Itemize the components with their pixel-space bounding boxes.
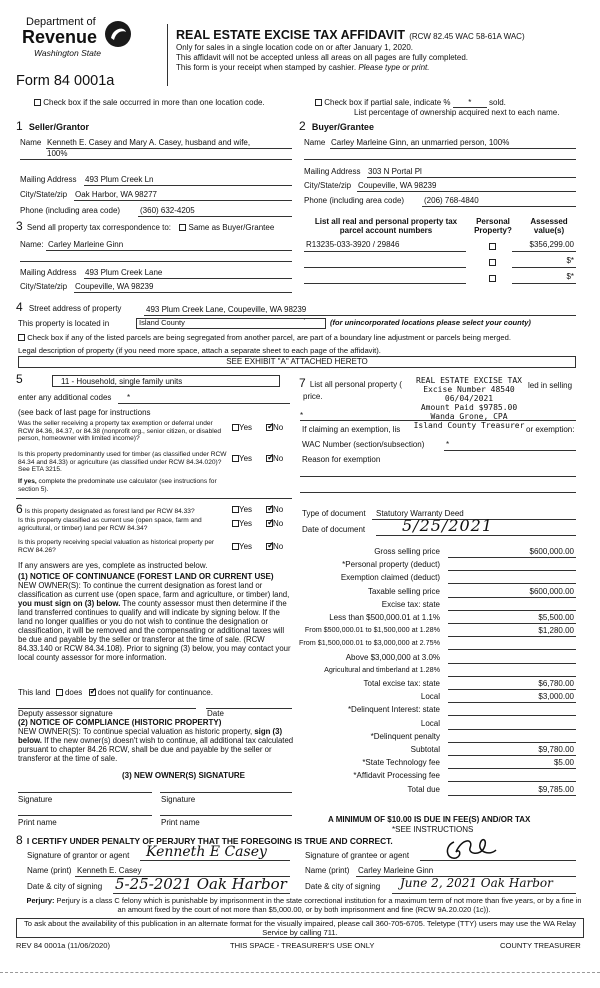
assessed-value[interactable]: $* bbox=[566, 272, 574, 281]
s6-q2-no-checkbox[interactable] bbox=[266, 520, 273, 527]
tax-row-label: *Affidavit Processing fee bbox=[353, 771, 440, 780]
parcel-number[interactable]: R13235-033-3920 / 29846 bbox=[306, 240, 400, 249]
tax-row-line bbox=[448, 729, 576, 730]
corr-mailing[interactable]: 493 Plum Creek Lane bbox=[85, 268, 163, 277]
revenue-logo-icon bbox=[104, 20, 132, 48]
s5-q1-yes-checkbox[interactable] bbox=[232, 424, 239, 431]
continuance-heading: (1) NOTICE OF CONTINUANCE (FOREST LAND OR CURRENT USE) bbox=[18, 572, 274, 581]
stamp-line-3: 06/04/2021 bbox=[444, 393, 494, 403]
additional-codes-label: enter any additional codes bbox=[18, 393, 112, 402]
tax-row-line bbox=[448, 676, 576, 677]
seller-phone[interactable]: (360) 632-4205 bbox=[140, 206, 195, 215]
tax-row-label: Exemption claimed (deduct) bbox=[340, 573, 440, 582]
grantee-name-label: Name (print) bbox=[305, 866, 350, 875]
header-note-2: This affidavit will not be accepted unless all areas on all pages are fully completed. bbox=[176, 53, 469, 62]
tax-row-value[interactable]: $9,780.00 bbox=[538, 745, 574, 754]
county-select[interactable] bbox=[136, 318, 326, 329]
exemption-label: If claiming an exemption, lis bbox=[302, 425, 401, 434]
tax-row-label: Local bbox=[420, 692, 440, 701]
tax-row-value[interactable]: $9,785.00 bbox=[538, 785, 574, 794]
located-in-label: This property is located in bbox=[18, 319, 110, 328]
does-not-qualify-checkbox[interactable] bbox=[89, 689, 96, 696]
tax-row bbox=[300, 719, 576, 731]
multi-location-checkbox[interactable] bbox=[34, 99, 41, 106]
s6-q2-no: ✓ No bbox=[266, 519, 283, 528]
stamp-line-5: Wanda Grone, CPA bbox=[430, 411, 508, 421]
s6-q3: Is this property receiving special valuation as historical property per RCW 84.26? bbox=[18, 539, 215, 554]
tax-row-label: From $1,500,000.01 to $3,000,000 at 2.75% bbox=[298, 638, 440, 647]
doc-date-value[interactable]: 5/25/2021 bbox=[402, 516, 494, 535]
s5-q1-no-checkbox[interactable] bbox=[266, 424, 273, 431]
doc-type-value[interactable]: Statutory Warranty Deed bbox=[376, 509, 464, 518]
s6-q1-yes-checkbox[interactable] bbox=[232, 506, 239, 513]
segregated-label: Check box if any of the listed parcels are being segregated from another parcel, are part of a boundary line adjustment or parcels being merged. bbox=[27, 333, 511, 342]
tax-row bbox=[300, 547, 576, 559]
tax-row-line bbox=[448, 583, 576, 584]
tax-row bbox=[300, 692, 576, 704]
s5-q2-note-row: If yes, complete the predominate use calculator (see instructions for section 5). bbox=[18, 478, 217, 493]
dept-logo bbox=[22, 16, 134, 68]
s6-q2: Is this property classified as current use (open space, farm and agricultural, or timber) land per RCW 84.34? bbox=[18, 517, 202, 532]
segregated-checkbox[interactable] bbox=[18, 334, 25, 341]
tax-row-label: Above $3,000,000 at 3.0% bbox=[345, 653, 440, 662]
personal-property-checkbox[interactable] bbox=[489, 275, 496, 282]
alt-format-text: To ask about the availability of this publication in an alternate format for the visually impaired, please call 360-705-6705. Teletype (TTY) users may use the WA Relay Service by calling 711. bbox=[23, 919, 577, 937]
tax-row-label: Excise tax: state bbox=[381, 600, 440, 609]
tax-row bbox=[300, 745, 576, 757]
street-address[interactable]: 493 Plum Creek Lane, Coupeville, WA 98239 bbox=[146, 305, 307, 314]
deputy-date-label: Date bbox=[207, 709, 224, 718]
buyer-city-label: City/State/zip bbox=[304, 181, 352, 190]
section5-number: 5 bbox=[16, 372, 23, 386]
form-number: Form 84 0001a bbox=[16, 73, 115, 89]
stamp-line-4: Amount Paid $9785.00 bbox=[420, 402, 518, 412]
header-divider bbox=[167, 24, 168, 86]
tax-row bbox=[300, 732, 576, 744]
s5-q2-yes: Yes bbox=[232, 454, 252, 463]
see-back-note: (see back of last page for instructions bbox=[18, 408, 151, 417]
buyer-mailing[interactable]: 303 N Portal Pl bbox=[368, 167, 422, 176]
washington-state-text: Washington State bbox=[34, 48, 101, 58]
stamp-line-2: Excise Number 48540 bbox=[423, 384, 515, 394]
assessed-value[interactable]: $356,299.00 bbox=[529, 240, 574, 249]
grantor-name[interactable]: Kenneth E. Casey bbox=[77, 866, 142, 875]
tax-row-value[interactable]: $6,780.00 bbox=[538, 679, 574, 688]
header-note-1: Only for sales in a single location code on or after January 1, 2020. bbox=[176, 43, 414, 52]
scan-edge bbox=[0, 972, 600, 973]
tax-row-label: Total excise tax: state bbox=[363, 679, 440, 688]
tax-row bbox=[300, 560, 576, 572]
tax-row-label: Subtotal bbox=[410, 745, 440, 754]
s5-q2-no: ✓ No bbox=[266, 454, 283, 463]
s6-q3-yes-checkbox[interactable] bbox=[232, 543, 239, 550]
s6-q1-row: 6 Is this property designated as forest land per RCW 84.33? bbox=[16, 502, 195, 516]
multi-location-row bbox=[34, 98, 265, 107]
corr-name[interactable]: Carley Marleine Ginn bbox=[48, 240, 124, 249]
tax-row-line bbox=[448, 649, 576, 650]
personal-property-checkbox[interactable] bbox=[489, 243, 496, 250]
s6-q1-no-checkbox[interactable] bbox=[266, 506, 273, 513]
s5-q2-yes-checkbox[interactable] bbox=[232, 455, 239, 462]
s5-q2: Is this property predominantly used for timber (as classified under RCW 84.34 and 84.33) or agriculture (as classified under RCW 84.34.020)? See ETA 3215. bbox=[18, 451, 227, 474]
tax-row bbox=[300, 758, 576, 770]
s7-text-c: price. bbox=[303, 392, 323, 401]
dept-of-text: Department of bbox=[26, 16, 96, 28]
see-instructions: *SEE INSTRUCTIONS bbox=[392, 825, 474, 834]
tax-row-label: Gross selling price bbox=[374, 547, 440, 556]
street-row: 4 Street address of property bbox=[16, 300, 122, 314]
alt-format-box bbox=[16, 918, 584, 938]
compliance-text: NEW OWNER(S): To continue special valuation as historic property, sign (3) below. If the new owner(s) doesn't wish to continue, all additional tax calculated pursuant to chapter 84.26 RCW, shall be due and payable by the seller or transferor at the time of sale. bbox=[18, 727, 294, 763]
s6-q1-yes: Yes bbox=[232, 505, 252, 514]
tax-row-value[interactable]: $3,000.00 bbox=[538, 692, 574, 701]
revenue-text: Revenue bbox=[22, 27, 98, 47]
rev-number: REV 84 0001a (11/06/2020) bbox=[16, 941, 111, 950]
certify-row: 8 I CERTIFY UNDER PENALTY OF PERJURY THAT THE FOREGOING IS TRUE AND CORRECT. bbox=[16, 833, 393, 847]
use-code-value: 11 - Household, single family units bbox=[61, 377, 183, 386]
tax-row bbox=[300, 639, 576, 651]
tax-row-line bbox=[448, 636, 576, 637]
wac-value[interactable]: * bbox=[446, 440, 450, 449]
tax-row-line bbox=[448, 610, 576, 611]
tax-row-label: *Personal property (deduct) bbox=[342, 560, 440, 569]
use-code-select[interactable] bbox=[52, 375, 280, 387]
s6-q1-no: ✓ No bbox=[266, 505, 283, 514]
grantor-sig-label: Signature of grantor or agent bbox=[27, 851, 130, 860]
parcels-col2-header: Personal Property? bbox=[474, 217, 512, 236]
new-owner-print-1: Print name bbox=[18, 818, 57, 827]
tax-row bbox=[300, 771, 576, 783]
grantee-name[interactable]: Carley Marleine Ginn bbox=[358, 866, 434, 875]
s5-q2-no-checkbox[interactable] bbox=[266, 455, 273, 462]
s5-q1-no: ✓ No bbox=[266, 423, 283, 432]
minimum-note: A MINIMUM OF $10.00 IS DUE IN FEE(S) AND/OR TAX bbox=[328, 815, 531, 824]
tax-row bbox=[300, 600, 576, 612]
tax-row-value[interactable]: $5,500.00 bbox=[538, 613, 574, 622]
perjury-notice: Perjury: Perjury is a class C felony which is punishable by imprisonment in the state correctional institution for a maximum term of not more than five years, or by a fine in an amount fixed by the court of not more than $5,000.00, or by both imprisonment and fine (RCW 9A.20.020 (1c)). bbox=[26, 896, 582, 914]
seller-phone-label: Phone (including area code) bbox=[20, 206, 121, 215]
multi-location-label: Check box if the sale occurred in more than one location code. bbox=[43, 98, 265, 107]
grantee-date-label: Date & city of signing bbox=[305, 882, 381, 891]
s5-q1: Was the seller receiving a property tax exemption or deferral under RCW 84.36, 84.37, or 84.38 (nonprofit org., senior citizen, or disabled person, homeowner with limited income)? bbox=[18, 420, 222, 443]
buyer-mailing-label: Mailing Address bbox=[304, 167, 361, 176]
tax-row-line bbox=[448, 781, 576, 782]
county-value: Island County bbox=[139, 318, 185, 327]
parcels-col3-header: Assessed value(s) bbox=[530, 217, 568, 236]
partial-sale-label: Check box if partial sale, indicate % bbox=[324, 98, 451, 107]
stamp-line-1: REAL ESTATE EXCISE TAX bbox=[416, 376, 522, 385]
s7-star: * bbox=[300, 411, 304, 420]
tax-row bbox=[300, 626, 576, 638]
tax-row-label: *Delinquent penalty bbox=[370, 732, 440, 741]
exemption-end: or exemption: bbox=[526, 425, 575, 434]
s6-q2-yes-checkbox[interactable] bbox=[232, 520, 239, 527]
tax-row-line bbox=[448, 557, 576, 558]
tax-row-label: From $500,000.01 to $1,500,000 at 1.28% bbox=[304, 625, 440, 634]
tax-row-value[interactable]: $600,000.00 bbox=[529, 587, 574, 596]
tax-row-value[interactable]: $5.00 bbox=[553, 758, 574, 767]
tax-row-value[interactable]: $1,280.00 bbox=[538, 626, 574, 635]
tax-row-line bbox=[448, 597, 576, 598]
legal-description-box[interactable] bbox=[18, 356, 576, 368]
tax-row-label: *Delinquent Interest: state bbox=[347, 705, 440, 714]
personal-property-checkbox[interactable] bbox=[489, 259, 496, 266]
s6-q3-yes: Yes bbox=[232, 542, 252, 551]
tax-row-line bbox=[448, 623, 576, 624]
doc-type-label: Type of document bbox=[302, 509, 366, 518]
seller-heading: 1 Seller/Grantor bbox=[16, 119, 89, 133]
tax-row-line bbox=[448, 702, 576, 703]
assessed-value[interactable]: $* bbox=[566, 256, 574, 265]
seller-name-line2[interactable]: 100% bbox=[47, 149, 68, 158]
s7-text-b: led in selling bbox=[528, 381, 573, 390]
same-as-buyer-checkbox[interactable] bbox=[179, 224, 186, 231]
tax-row bbox=[300, 573, 576, 585]
s7-row: 7 List all personal property ( bbox=[299, 376, 402, 390]
treasurer-only: THIS SPACE - TREASURER'S USE ONLY bbox=[230, 941, 375, 950]
buyer-phone-label: Phone (including area code) bbox=[304, 196, 405, 205]
corr-mailing-label: Mailing Address bbox=[20, 268, 77, 277]
new-owner-heading: (3) NEW OWNER(S) SIGNATURE bbox=[122, 771, 245, 780]
tax-row bbox=[300, 785, 576, 797]
buyer-name[interactable]: Carley Marleine Ginn, an unmarried person, 100% bbox=[331, 138, 510, 147]
reason-label: Reason for exemption bbox=[302, 455, 381, 464]
tax-row-value[interactable]: $600,000.00 bbox=[529, 547, 574, 556]
tax-row-line bbox=[448, 755, 576, 756]
s6-q3-no: ✓ No bbox=[266, 542, 283, 551]
s6-if-yes: If any answers are yes, complete as instructed below. bbox=[18, 561, 208, 570]
tax-row bbox=[300, 587, 576, 599]
tax-row-line bbox=[448, 795, 576, 796]
doc-date-label: Date of document bbox=[302, 525, 366, 534]
form-title-row bbox=[176, 28, 525, 42]
seller-city[interactable]: Oak Harbor, WA 98277 bbox=[75, 190, 157, 199]
grantor-signature[interactable]: Kenneth E Casey bbox=[146, 844, 267, 860]
treasurer-stamp bbox=[410, 377, 528, 431]
grantor-date-label: Date & city of signing bbox=[27, 882, 103, 891]
same-as-buyer-label: Same as Buyer/Grantee bbox=[188, 223, 275, 232]
land-qualify-row: This land does ✓ does not qualify for continuance. bbox=[18, 688, 213, 697]
header-note-3-italic: Please type or print. bbox=[358, 63, 430, 72]
seller-name-line1[interactable]: Kenneth E. Casey and Mary A. Casey, husband and wife, bbox=[47, 138, 251, 147]
corr-city-label: City/State/zip bbox=[20, 282, 68, 291]
tax-row-line bbox=[448, 663, 576, 664]
does-qualify-checkbox[interactable] bbox=[56, 689, 63, 696]
street-label: Street address of property bbox=[28, 304, 122, 313]
partial-sale-row bbox=[315, 98, 506, 108]
seller-city-label: City/State/zip bbox=[20, 190, 68, 199]
buyer-city[interactable]: Coupeville, WA 98239 bbox=[358, 181, 437, 190]
buyer-name-label: Name bbox=[304, 138, 326, 147]
partial-sale-percent[interactable]: * bbox=[453, 98, 487, 108]
ownership-note: List percentage of ownership acquired next to each name. bbox=[354, 108, 560, 117]
tax-row-line bbox=[448, 742, 576, 743]
buyer-phone[interactable]: (206) 768-4840 bbox=[424, 196, 479, 205]
tax-row-label: Total due bbox=[407, 785, 440, 794]
seller-name-label: Name bbox=[20, 138, 42, 147]
s5-q1-yes: Yes bbox=[232, 423, 252, 432]
stamp-line-6: Island County Treasurer bbox=[413, 420, 525, 430]
seller-mailing[interactable]: 493 Plum Creek Ln bbox=[85, 175, 154, 184]
new-owner-signature-1: Signature bbox=[18, 795, 53, 804]
tax-row-label: *State Technology fee bbox=[362, 758, 440, 767]
segregated-row bbox=[18, 333, 511, 343]
tax-row-label: Agricultural and timberland at 1.28% bbox=[324, 665, 440, 674]
tax-row-label: Taxable selling price bbox=[367, 587, 440, 596]
partial-sale-suffix: sold. bbox=[489, 98, 506, 107]
compliance-heading: (2) NOTICE OF COMPLIANCE (HISTORIC PROPERTY) bbox=[18, 718, 222, 727]
county-treasurer: COUNTY TREASURER bbox=[500, 941, 581, 950]
grantee-date[interactable]: June 2, 2021 Oak Harbor bbox=[400, 876, 553, 890]
wac-label: WAC Number (section/subsection) bbox=[302, 440, 425, 449]
deputy-signature-label: Deputy assessor signature bbox=[18, 709, 113, 718]
grantee-sig-label: Signature of grantee or agent bbox=[305, 851, 410, 860]
corr-name-label: Name: bbox=[20, 240, 44, 249]
seller-mailing-label: Mailing Address bbox=[20, 175, 77, 184]
chevron-down-icon: ‘ bbox=[303, 318, 305, 325]
tax-row-label: Local bbox=[420, 719, 440, 728]
header-note-3-row bbox=[176, 63, 429, 72]
parcels-col1-header: List all real and personal property tax parcel account numbers bbox=[314, 217, 458, 236]
corr-city[interactable]: Coupeville, WA 98239 bbox=[75, 282, 154, 291]
correspondence-heading: 3 Send all property tax correspondence to: Same as Buyer/Grantee bbox=[16, 219, 275, 233]
tax-row bbox=[300, 653, 576, 665]
tax-row-line bbox=[448, 570, 576, 571]
unincorporated-note: (for unincorporated locations please select your county) bbox=[330, 318, 531, 327]
partial-sale-checkbox[interactable] bbox=[315, 99, 322, 106]
s6-q2-yes: Yes bbox=[232, 519, 252, 528]
grantor-date[interactable]: 5-25-2021 Oak Harbor bbox=[115, 875, 287, 893]
tax-row-line bbox=[448, 768, 576, 769]
continuance-text: NEW OWNER(S): To continue the current designation as forest land or classification as current use (open space, farm and agriculture, or timber) land, you must sign on (3) below. The county assessor must then determine if the land transferred continues to qualify and will indicate by signing below. If the land no longer qualifies or you do not wish to continue the designation or classification, it will be removed and the compensating or additional taxes will be due and payable by the seller or transferor at the time of sale. (RCW 84.33.140 or RCW 84.34.108). Prior to signing (3) below, you may contact your local county assessor for more information. bbox=[18, 581, 291, 662]
tax-row bbox=[300, 666, 576, 678]
s6-q3-no-checkbox[interactable] bbox=[266, 543, 273, 550]
legal-description: SEE EXHIBIT "A" ATTACHED HERETO bbox=[226, 357, 368, 366]
new-owner-print-2: Print name bbox=[161, 818, 200, 827]
buyer-heading: 2 Buyer/Grantee bbox=[299, 119, 374, 133]
tax-row bbox=[300, 613, 576, 625]
tax-row-line bbox=[448, 715, 576, 716]
legal-label: Legal description of property (if you need more space, attach a separate sheet to each page of the affidavit). bbox=[18, 346, 381, 355]
tax-row bbox=[300, 679, 576, 691]
additional-codes-value[interactable]: * bbox=[127, 393, 131, 402]
form-title-ref: (RCW 82.45 WAC 58-61A WAC) bbox=[409, 32, 525, 41]
form-title: REAL ESTATE EXCISE TAX AFFIDAVIT bbox=[176, 28, 405, 42]
tax-row-label: Less than $500,000.01 at 1.1% bbox=[329, 613, 440, 622]
header-note-3: This form is your receipt when stamped by cashier. bbox=[176, 63, 357, 72]
tax-row-line bbox=[448, 689, 576, 690]
new-owner-signature-2: Signature bbox=[161, 795, 196, 804]
grantor-name-label: Name (print) bbox=[27, 866, 72, 875]
tax-row bbox=[300, 705, 576, 717]
